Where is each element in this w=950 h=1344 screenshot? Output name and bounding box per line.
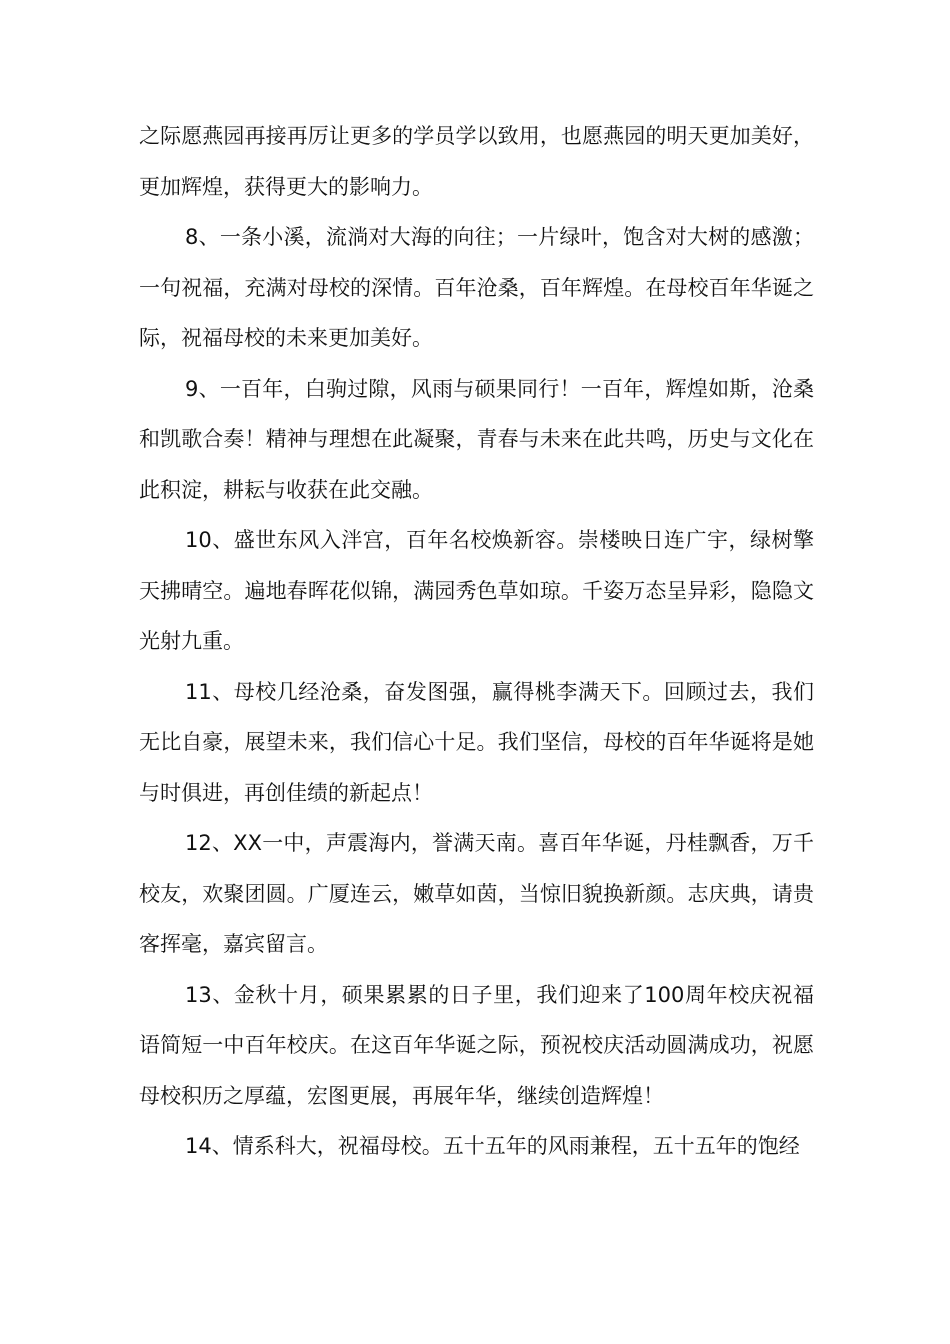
paragraph-14: 14、情系科大，祝福母校。五十五年的风雨兼程，五十五年的饱经 bbox=[185, 1134, 800, 1158]
paragraph-13: 13、金秋十月，硕果累累的日子里，我们迎来了100周年校庆祝福语简短一中百年校庆。在这百年华诞之际，预祝校庆活动圆满成功，祝愿母校积历之厚蕴，宏图更展，再展年华，继续创造辉煌！ bbox=[139, 982, 814, 1108]
paragraph-9: 9、一百年，白驹过隙，风雨与硕果同行！一百年，辉煌如斯，沧桑和凯歌合奏！精神与理想在此凝聚，青春与未来在此共鸣，历史与文化在此积淀，耕耘与收获在此交融。 bbox=[139, 376, 814, 502]
document-body bbox=[139, 111, 814, 1172]
paragraph-12: 12、XX一中，声震海内，誉满天南。喜百年华诞，丹桂飘香，万千校友，欢聚团圆。广厦连云，嫩草如茵，当惊旧貌换新颜。志庆典，请贵客挥毫，嘉宾留言。 bbox=[139, 831, 814, 956]
paragraph-8: 8、一条小溪，流淌对大海的向往；一片绿叶，饱含对大树的感激；一句祝福，充满对母校的深情。百年沧桑，百年辉煌。在母校百年华诞之际，祝福母校的未来更加美好。 bbox=[139, 225, 814, 350]
paragraph-11: 11、母校几经沧桑，奋发图强，赢得桃李满天下。回顾过去，我们无比自豪，展望未来，我们信心十足。我们坚信，母校的百年华诞将是她与时俱进，再创佳绩的新起点！ bbox=[139, 679, 814, 805]
paragraph-10: 10、盛世东风入泮宫，百年名校焕新容。崇楼映日连广宇，绿树擎天拂晴空。遍地春晖花似锦，满园秀色草如琼。千姿万态呈异彩，隐隐文光射九重。 bbox=[139, 528, 814, 653]
paragraph-continuation: 之际愿燕园再接再厉让更多的学员学以致用，也愿燕园的明天更加美好，更加辉煌，获得更大的影响力。 bbox=[139, 124, 814, 199]
